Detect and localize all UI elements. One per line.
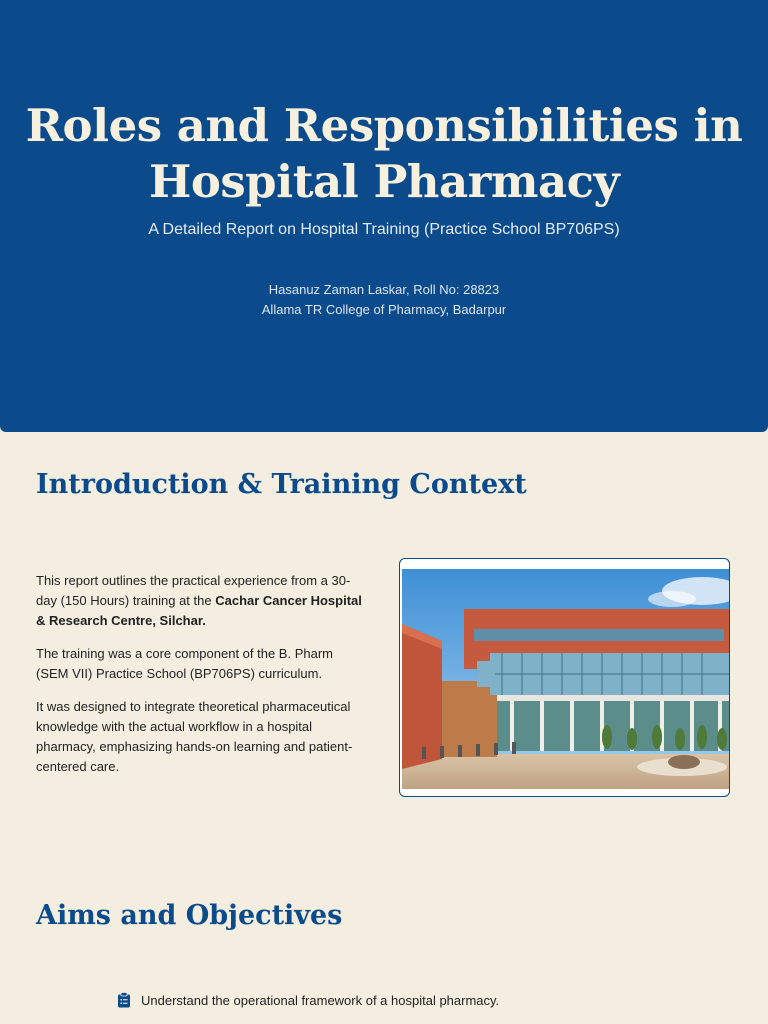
aims-heading: Aims and Objectives [36,900,343,931]
hospital-name: Cachar Cancer Hospital & Research Centre, Silchar. [36,593,362,628]
intro-heading: Introduction & Training Context [36,469,527,500]
report-subtitle: A Detailed Report on Hospital Training (Practice School BP706PS) [148,221,620,238]
author-line: Hasanuz Zaman Laskar, Roll No: 28823 [268,282,500,297]
aim-list-item [117,992,499,1008]
clipboard-list-icon [117,992,131,1008]
hospital-photo [399,558,730,797]
hospital-building-photo [402,569,730,789]
intro-body [36,571,366,790]
intro-paragraph-1 [36,571,366,631]
intro-paragraph-1-lead: This report outlines the practical experience from a 30-day (150 Hours) training at the [36,573,351,608]
aim-text: Understand the operational framework of a hospital pharmacy. [141,992,500,1008]
title-banner [0,0,768,432]
institution-line: Allama TR College of Pharmacy, Badarpur [261,302,507,317]
report-title: Roles and Responsibilities in Hospital Pharmacy [25,99,743,208]
intro-paragraph-2: The training was a core component of the B. Pharm (SEM VII) Practice School (BP706PS) curriculum. [36,646,333,681]
author-block [20,280,748,320]
intro-paragraph-3: It was designed to integrate theoretical pharmaceutical knowledge with the actual workflow in a hospital pharmacy, emphasizing hands-on learning and patient-centered care. [36,699,353,774]
